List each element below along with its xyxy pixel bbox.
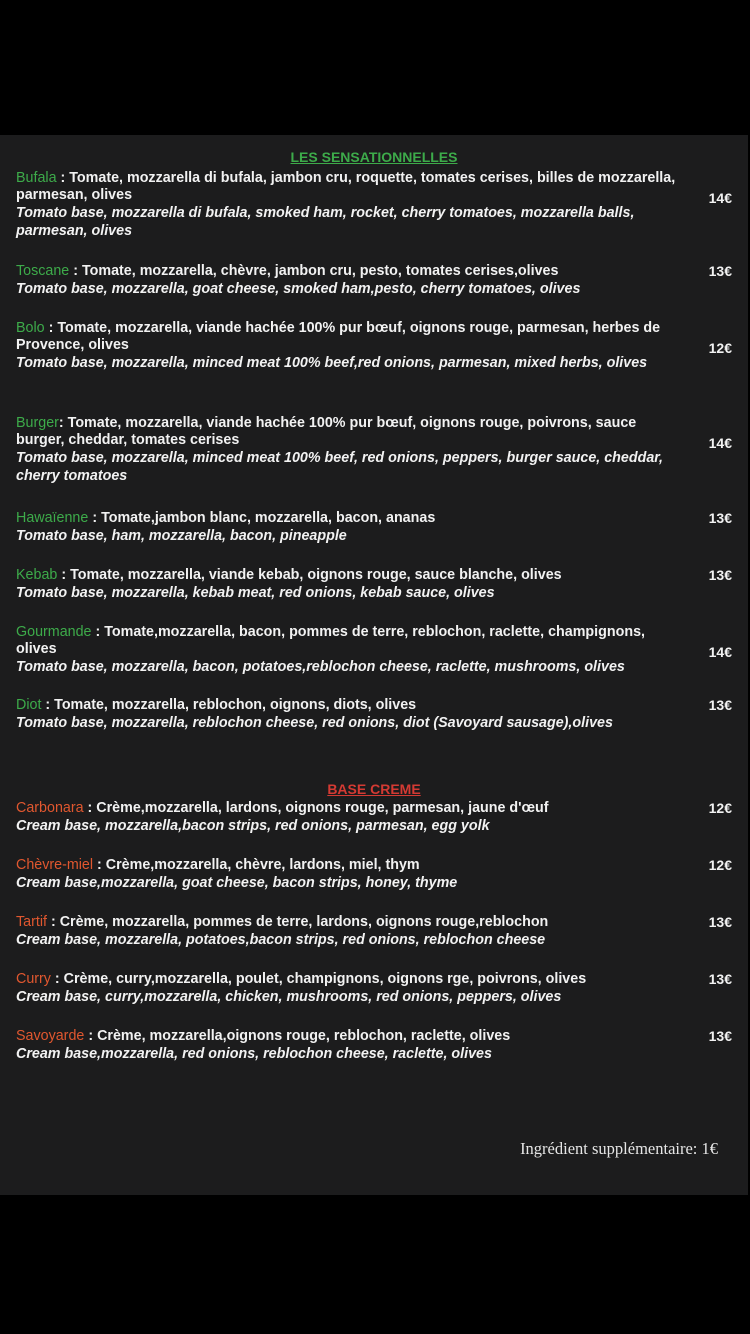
menu-item-gourmande xyxy=(16,624,736,676)
item-price: 13€ xyxy=(708,263,732,279)
item-ingredients-fr: Tomate,jambon blanc, mozzarella, bacon, ananas xyxy=(101,510,436,526)
item-description-fr xyxy=(16,857,688,874)
item-description-en: Tomato base, mozzarella, goat cheese, smoked ham,pesto, cherry tomatoes, olives xyxy=(16,281,581,297)
item-name: Savoyarde xyxy=(16,1028,85,1044)
item-separator: : xyxy=(56,170,70,186)
item-name: Bolo xyxy=(16,320,45,336)
item-separator: : xyxy=(69,263,82,279)
item-ingredients-fr: Crème,mozzarella, lardons, oignons rouge, parmesan, jaune d'œuf xyxy=(96,800,549,816)
item-description-fr xyxy=(16,1028,688,1045)
item-description-fr xyxy=(16,567,688,584)
item-price: 13€ xyxy=(708,697,732,713)
item-separator: : xyxy=(84,1028,98,1044)
item-price: 13€ xyxy=(708,510,732,526)
item-separator: : xyxy=(57,567,71,583)
item-separator: : xyxy=(58,415,68,431)
item-ingredients-fr: Tomate, mozzarella, chèvre, jambon cru, pesto, tomates cerises,olives xyxy=(81,263,559,279)
item-price: 12€ xyxy=(708,857,732,873)
item-description-fr xyxy=(16,263,688,280)
item-description-fr xyxy=(16,914,688,931)
item-description-en: Cream base, mozzarella,bacon strips, red onions, parmesan, egg yolk xyxy=(16,818,490,834)
menu-item-hawaienne xyxy=(16,510,736,545)
menu-item-diot xyxy=(16,697,736,732)
extra-ingredient-note: Ingrédient supplémentaire: 1€ xyxy=(520,1139,718,1158)
item-price: 13€ xyxy=(708,567,732,583)
item-price: 14€ xyxy=(708,644,732,660)
menu-item-toscane xyxy=(16,263,736,298)
item-description-fr xyxy=(16,624,688,658)
item-price: 14€ xyxy=(708,190,732,206)
menu-item-bufala xyxy=(16,170,736,240)
item-name: Diot xyxy=(16,697,42,713)
item-description-en: Tomato base, mozzarella, minced meat 100% beef, red onions, peppers, burger sauce, cheddar, cherry tomatoes xyxy=(16,450,664,484)
item-ingredients-fr: Crème, mozzarella,oignons rouge, reblochon, raclette, olives xyxy=(97,1028,511,1044)
item-name: Carbonara xyxy=(16,800,84,816)
item-separator: : xyxy=(46,914,60,930)
item-ingredients-fr: Tomate, mozzarella, viande hachée 100% pur bœuf, oignons rouge, poivrons, sauce burger, cheddar, tomates cerises xyxy=(16,415,637,448)
section-title-sensationnelles: LES SENSATIONNELLES xyxy=(290,149,458,165)
item-description-en: Tomato base, mozzarella, kebab meat, red onions, kebab sauce, olives xyxy=(16,585,495,601)
item-name: Tartif xyxy=(16,914,47,930)
menu-item-burger xyxy=(16,415,736,485)
item-ingredients-fr: Crème, mozzarella, pommes de terre, lardons, oignons rouge,reblochon xyxy=(59,914,549,930)
item-name: Toscane xyxy=(16,263,70,279)
item-description-en: Cream base,mozzarella, goat cheese, bacon strips, honey, thyme xyxy=(16,875,458,891)
item-ingredients-fr: Crème,mozzarella, chèvre, lardons, miel, thym xyxy=(105,857,420,873)
item-description-en: Cream base,mozzarella, red onions, reblochon cheese, raclette, olives xyxy=(16,1046,492,1062)
item-description-fr xyxy=(16,800,688,817)
item-name: Bufala xyxy=(16,170,57,186)
item-description-fr xyxy=(16,971,688,988)
item-description-en: Tomato base, mozzarella, minced meat 100% beef,red onions, parmesan, mixed herbs, olives xyxy=(16,355,648,371)
section-title-base-creme: BASE CREME xyxy=(327,781,421,797)
item-description-en: Tomato base, mozzarella, reblochon cheese, red onions, diot (Savoyard sausage),olives xyxy=(16,715,613,731)
item-description-en: Cream base, curry,mozzarella, chicken, mushrooms, red onions, peppers, olives xyxy=(16,989,562,1005)
item-name: Chèvre-miel xyxy=(16,857,94,873)
item-description-fr xyxy=(16,510,688,527)
item-name: Kebab xyxy=(16,567,58,583)
item-description-fr xyxy=(16,697,688,714)
menu-item-kebab xyxy=(16,567,736,602)
item-separator: : xyxy=(50,971,64,987)
item-name: Curry xyxy=(16,971,51,987)
item-description-fr xyxy=(16,320,688,354)
item-name: Gourmande xyxy=(16,624,92,640)
item-ingredients-fr: Tomate, mozzarella di bufala, jambon cru, roquette, tomates cerises, billes de mozzarella, parmesan, olives xyxy=(16,170,676,203)
item-name: Burger xyxy=(16,415,59,431)
menu-item-tartif xyxy=(16,914,736,949)
item-description-fr xyxy=(16,170,688,204)
item-price: 12€ xyxy=(708,340,732,356)
item-separator: : xyxy=(44,320,58,336)
item-ingredients-fr: Crème, curry,mozzarella, poulet, champignons, oignons rge, poivrons, olives xyxy=(63,971,587,987)
item-description-fr xyxy=(16,415,688,449)
item-price: 12€ xyxy=(708,800,732,816)
item-price: 13€ xyxy=(708,1028,732,1044)
menu-item-carbonara xyxy=(16,800,736,835)
item-ingredients-fr: Tomate,mozzarella, bacon, pommes de terre, reblochon, raclette, champignons, olives xyxy=(16,624,645,657)
item-separator: : xyxy=(41,697,55,713)
item-price: 13€ xyxy=(708,971,732,987)
item-description-en: Cream base, mozzarella, potatoes,bacon strips, red onions, reblochon cheese xyxy=(16,932,546,948)
menu-item-bolo xyxy=(16,320,736,372)
item-price: 13€ xyxy=(708,914,732,930)
item-description-en: Tomato base, ham, mozzarella, bacon, pineapple xyxy=(16,528,347,544)
item-ingredients-fr: Tomate, mozzarella, reblochon, oignons, diots, olives xyxy=(54,697,417,713)
item-description-en: Tomato base, mozzarella di bufala, smoked ham, rocket, cherry tomatoes, mozzarella balls, parmesan, olives xyxy=(16,205,635,239)
item-separator: : xyxy=(91,624,105,640)
item-ingredients-fr: Tomate, mozzarella, viande hachée 100% pur bœuf, oignons rouge, parmesan, herbes de Provence, olives xyxy=(16,320,661,353)
item-ingredients-fr: Tomate, mozzarella, viande kebab, oignons rouge, sauce blanche, olives xyxy=(70,567,562,583)
item-name: Hawaïenne xyxy=(16,510,89,526)
item-separator: : xyxy=(93,857,106,873)
item-separator: : xyxy=(88,510,102,526)
menu-item-chevre-miel xyxy=(16,857,736,892)
menu-page xyxy=(0,135,748,1195)
menu-item-savoyarde xyxy=(16,1028,736,1063)
item-description-en: Tomato base, mozzarella, bacon, potatoes,reblochon cheese, raclette, mushrooms, olives xyxy=(16,659,625,675)
item-price: 14€ xyxy=(708,435,732,451)
item-separator: : xyxy=(83,800,97,816)
menu-item-curry xyxy=(16,971,736,1006)
